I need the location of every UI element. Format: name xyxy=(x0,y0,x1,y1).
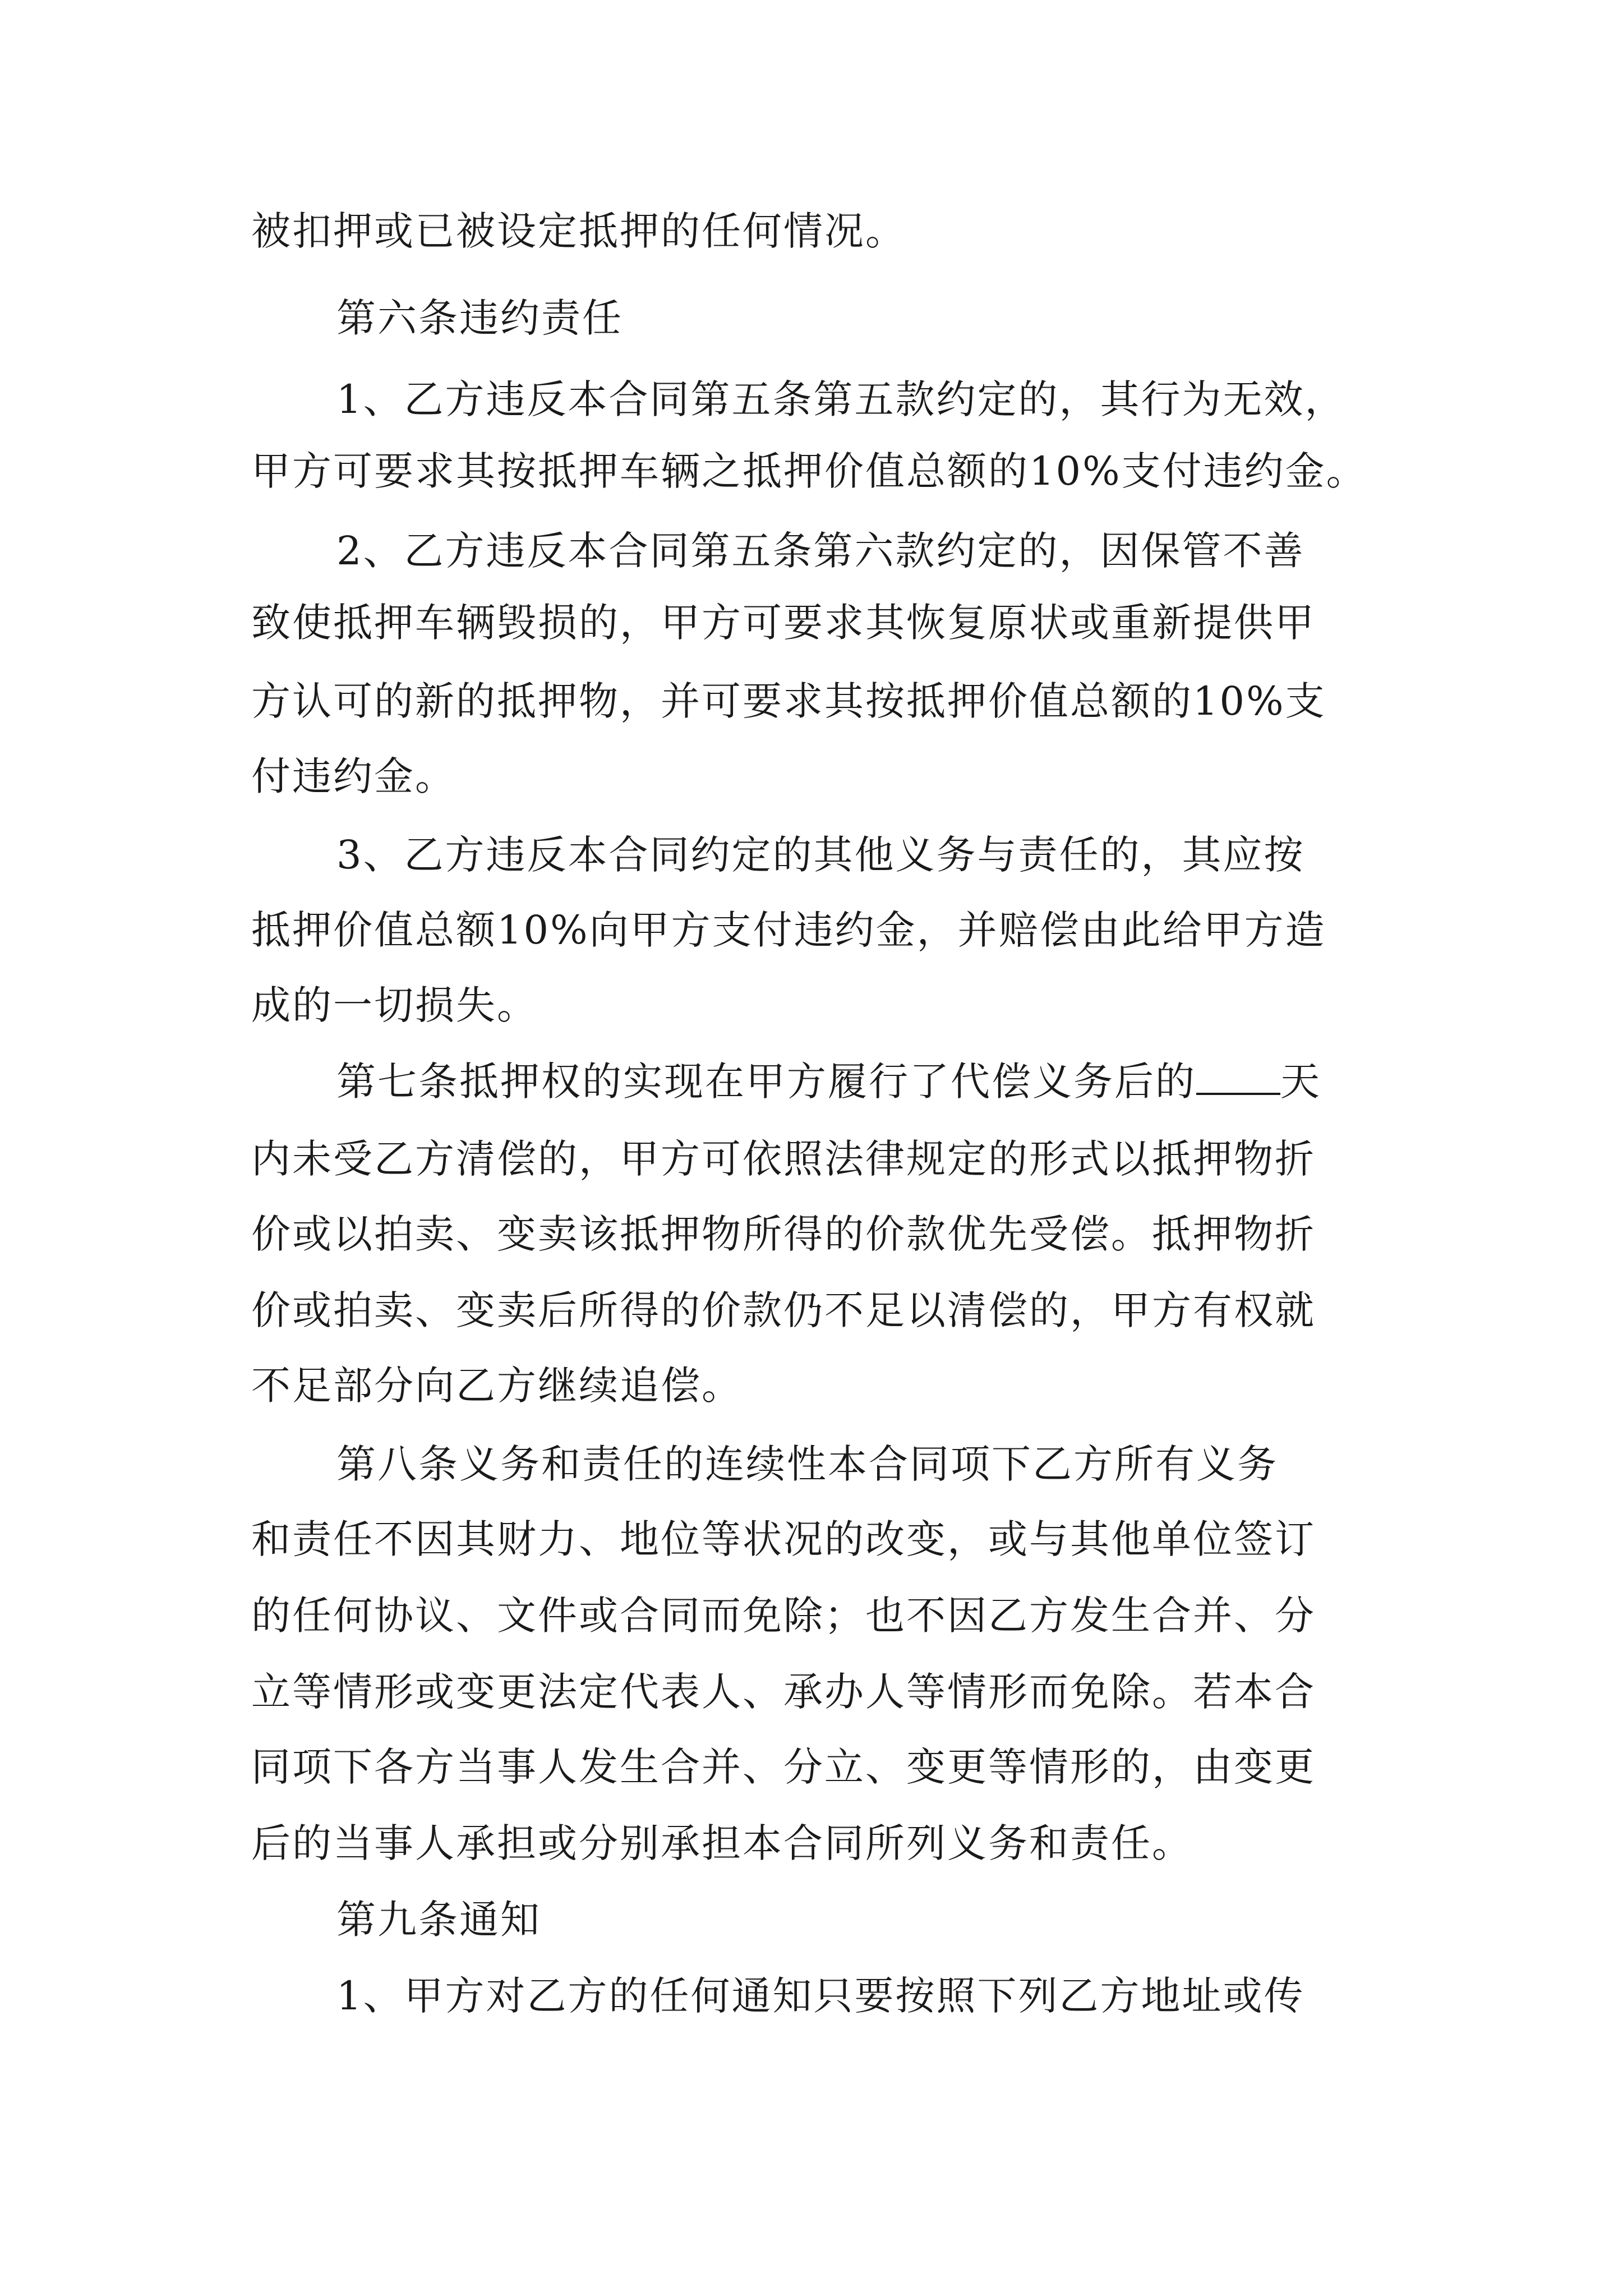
text-line: 方认可的新的抵押物，并可要求其按抵押价值总额的10%支 xyxy=(251,678,1326,724)
text-line: 第八条义务和责任的连续性本合同项下乙方所有义务 xyxy=(336,1441,1278,1487)
section-heading: 第六条违约责任 xyxy=(336,295,623,341)
text-line: 2、乙方违反本合同第五条第六款约定的，因保管不善 xyxy=(336,528,1305,574)
fill-in-blank xyxy=(1196,1061,1280,1095)
text-line: 的任何协议、文件或合同而免除；也不因乙方发生合并、分 xyxy=(251,1593,1316,1639)
text-line: 1、乙方违反本合同第五条第五款约定的，其行为无效， xyxy=(336,376,1346,422)
text-line: 成的一切损失。 xyxy=(251,982,538,1028)
text-line: 和责任不因其财力、地位等状况的改变，或与其他单位签订 xyxy=(251,1516,1316,1562)
text-line: 被扣押或已被设定抵押的任何情况。 xyxy=(251,208,906,254)
text-line: 后的当事人承担或分别承担本合同所列义务和责任。 xyxy=(251,1820,1193,1866)
section-heading: 第九条通知 xyxy=(336,1897,541,1943)
text-line: 甲方可要求其按抵押车辆之抵押价值总额的10%支付违约金。 xyxy=(251,448,1367,494)
text-line: 内未受乙方清偿的，甲方可依照法律规定的形式以抵押物折 xyxy=(251,1136,1316,1182)
text-line: 3、乙方违反本合同约定的其他义务与责任的，其应按 xyxy=(336,832,1305,878)
text-line: 价或拍卖、变卖后所得的价款仍不足以清偿的，甲方有权就 xyxy=(251,1287,1316,1333)
text-line: 同项下各方当事人发生合并、分立、变更等情形的，由变更 xyxy=(251,1744,1316,1790)
text-line: 价或以拍卖、变卖该抵押物所得的价款优先受偿。抵押物折 xyxy=(251,1211,1316,1257)
text-line xyxy=(336,1059,1321,1104)
text-line: 不足部分向乙方继续追偿。 xyxy=(251,1363,743,1409)
text-line: 付违约金。 xyxy=(251,753,456,799)
text-line: 1、甲方对乙方的任何通知只要按照下列乙方地址或传 xyxy=(336,1973,1305,2019)
text-segment: 第七条抵押权的实现在甲方履行了代偿义务后的 xyxy=(336,1059,1196,1105)
text-line: 致使抵押车辆毁损的，甲方可要求其恢复原状或重新提供甲 xyxy=(251,600,1316,646)
text-segment: 天 xyxy=(1280,1059,1321,1105)
text-line: 抵押价值总额10%向甲方支付违约金，并赔偿由此给甲方造 xyxy=(251,907,1326,953)
text-line: 立等情形或变更法定代表人、承办人等情形而免除。若本合 xyxy=(251,1669,1316,1715)
